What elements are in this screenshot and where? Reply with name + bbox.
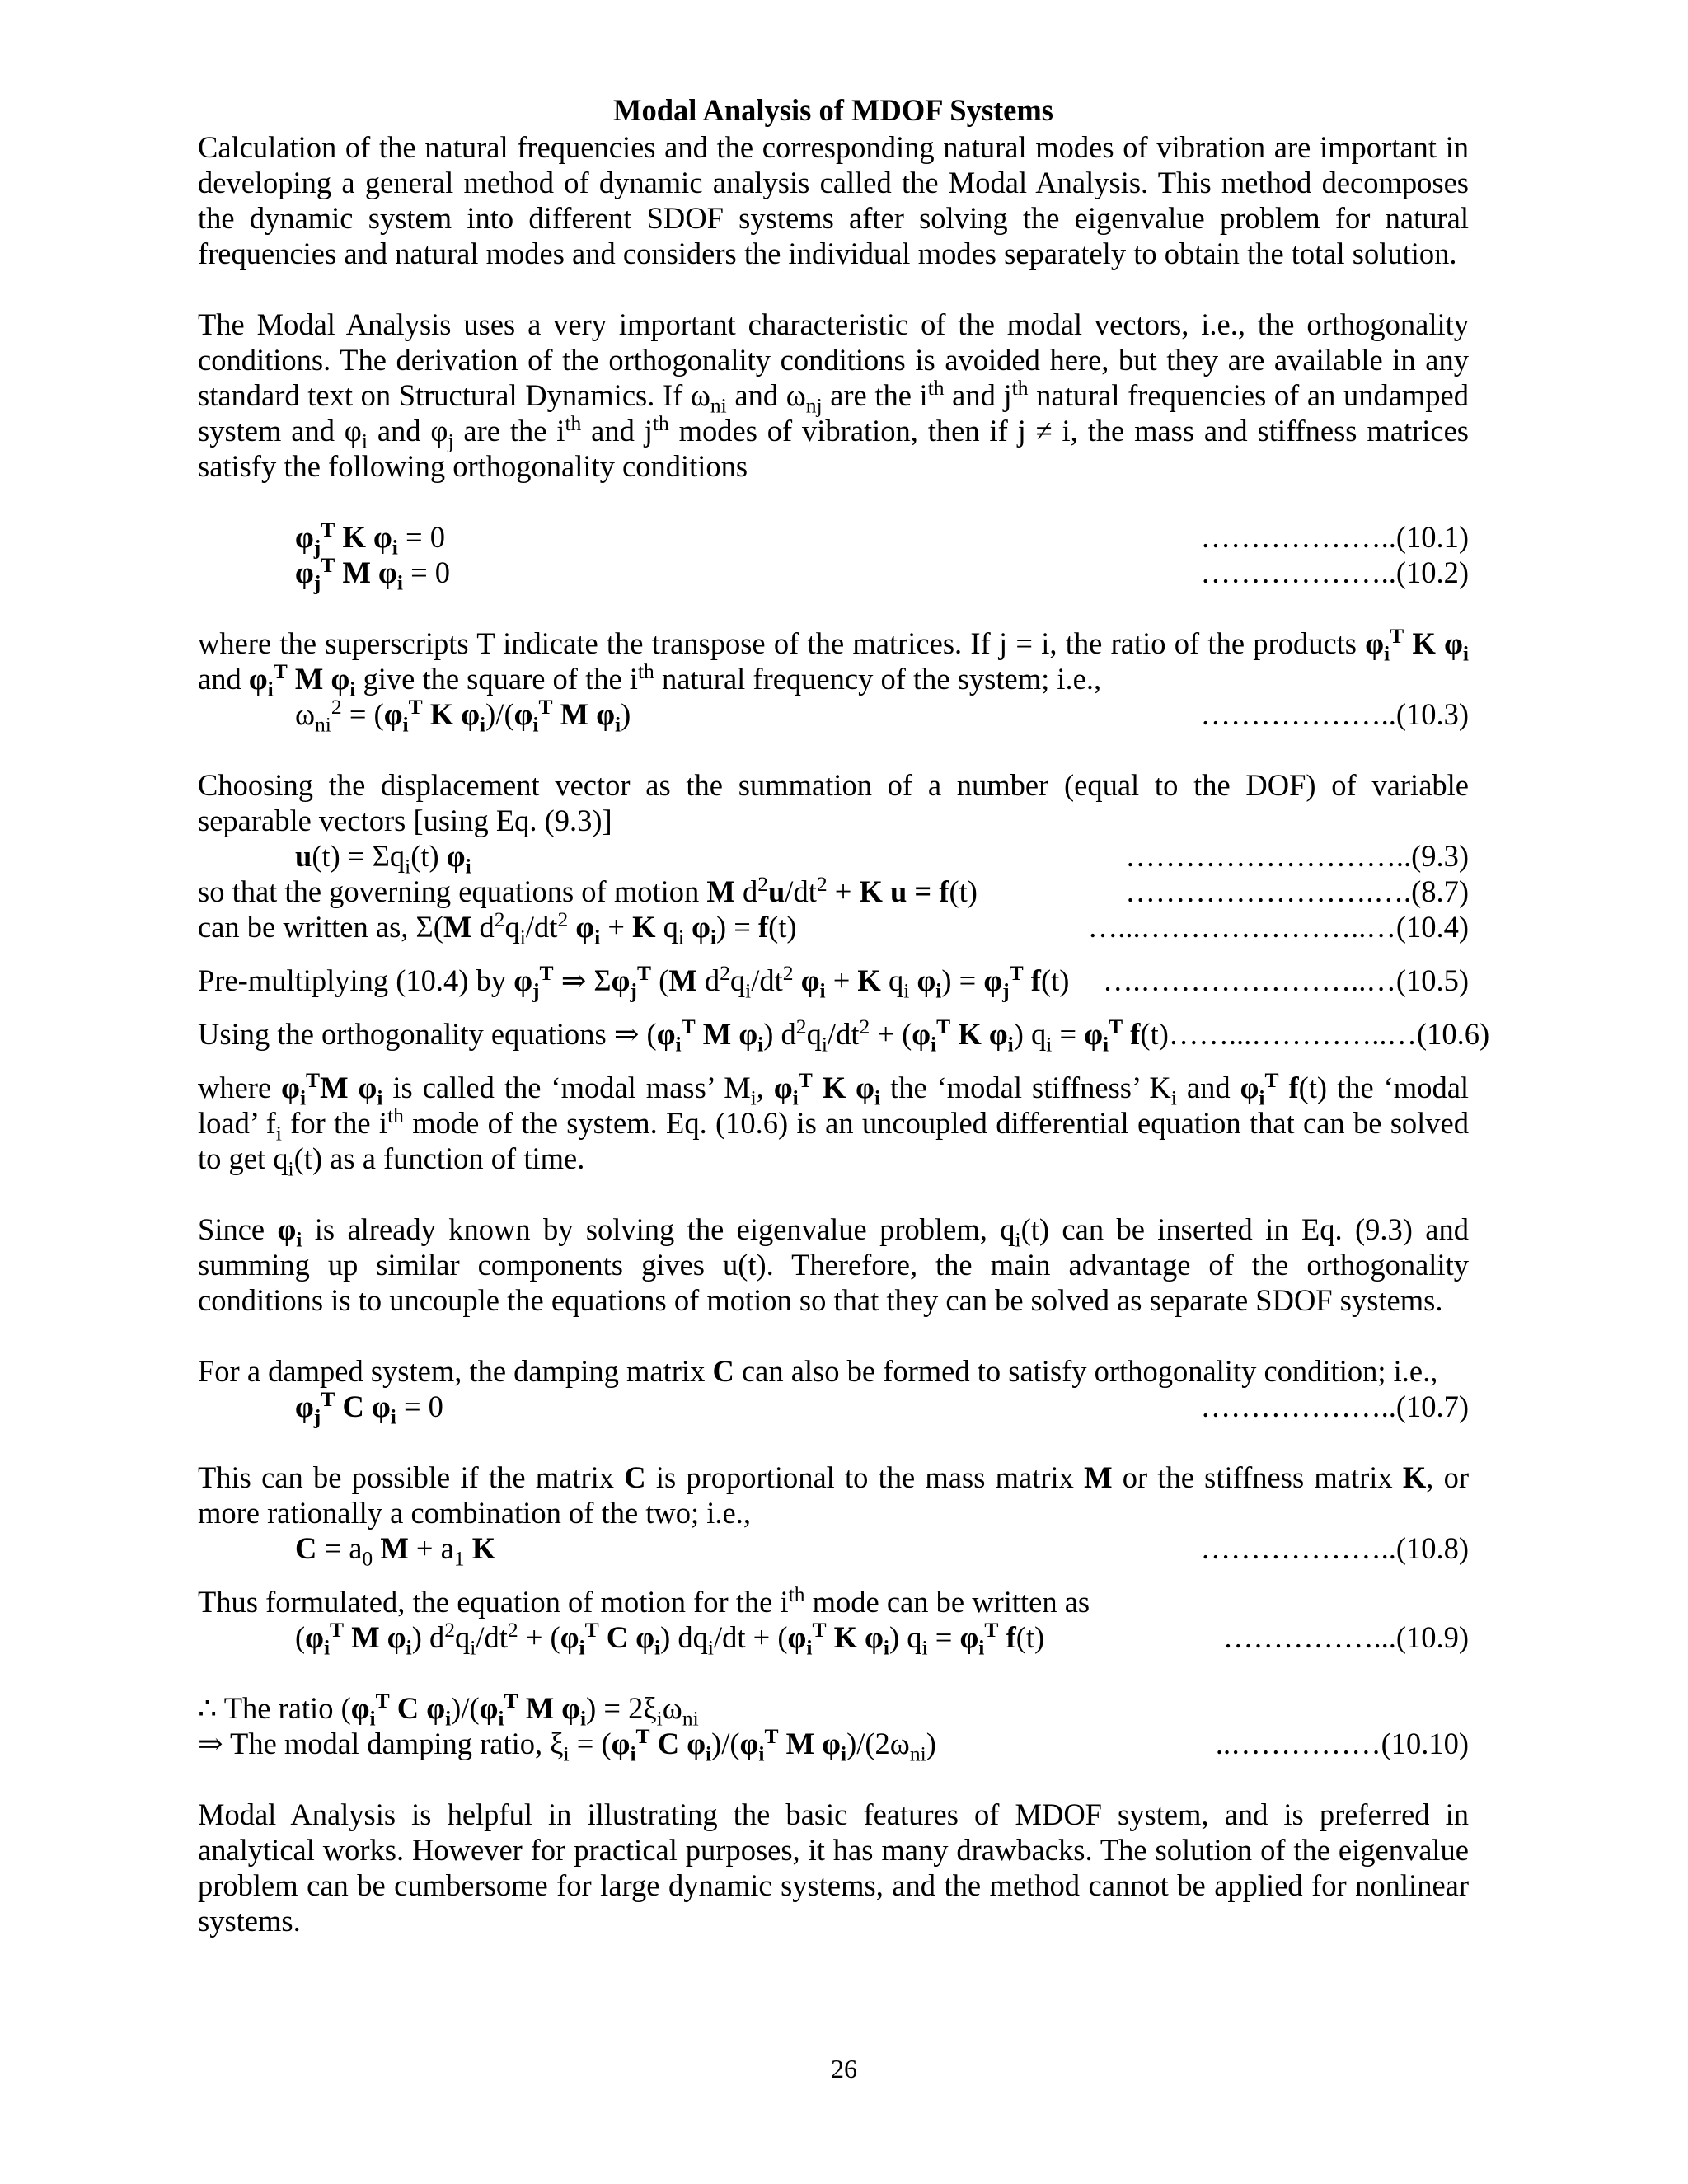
paragraph-proportional-damping: This can be possible if the matrix C is proportional to the mass matrix M or the stiffness matrix K, or more rationally a combination of the two; i.e., xyxy=(198,1460,1469,1530)
equation-10-6-expression: Using the orthogonality equations ⇒ ($\varphi_i^T$ M $\varphi_i$) $d^2q_i/dt^2 + (\varphi_i^T$ K $\varphi_i$) $q_i = \varphi_i^T$ f(t) xyxy=(198,1014,1169,1057)
equation-10-9 xyxy=(198,1617,1469,1660)
equation-8-7-number: …………………….….(8.7) xyxy=(1125,874,1469,908)
equation-9-3-expression: $u(t) = \Sigma q_i(t)$ $\varphi_i$ xyxy=(295,839,471,879)
equation-10-2-expression: $\varphi_j^T$ M $\varphi_i = 0$ xyxy=(295,552,451,595)
equation-10-6 xyxy=(198,1014,1490,1057)
paragraph-modal-mass: where $\varphi_i^TM$ $\varphi_i$ is called the ‘modal mass’ $M_i$, $\varphi_i^T$ K $\varphi_i$ the ‘modal stiffness’ $K_i$ and $\varphi_i^T$ f(t) the ‘modal load’ $f_i$ for the $i^{th}$ mode of the system. Eq. (10.6) is an uncoupled differential equation that can be solved to get $q_i(t)$ as a function of time. xyxy=(198,1067,1470,1181)
equation-10-3-number: ………………..(10.3) xyxy=(1200,697,1469,731)
equation-10-10-number: ..……………(10.10) xyxy=(1215,1727,1469,1760)
equation-10-6-number: ……...…………..…(10.6) xyxy=(1168,1017,1490,1051)
equation-10-9-expression: ($\varphi_i^T$ M $\varphi_i$) $d^2q_i/dt^2 + (\varphi_i^T$ C $\varphi_i$) $dq_i/dt + (\varphi_i^T$ K $\varphi_i$) $q_i = \varphi_i^T$ f(t) xyxy=(295,1617,1045,1660)
equation-10-8-expression: $C = a_0$ $M + a_1$ K xyxy=(295,1531,496,1571)
equation-10-9-number: ……………...(10.9) xyxy=(1222,1620,1469,1654)
equation-10-2-number: ………………..(10.2) xyxy=(1200,555,1469,589)
equation-10-10 xyxy=(198,1723,1469,1766)
paragraph-thus-formulated: Thus formulated, the equation of motion for the $i^{th}$ mode can be written as xyxy=(198,1582,1090,1619)
equation-10-7 xyxy=(198,1386,1469,1429)
equation-10-7-number: ………………..(10.7) xyxy=(1200,1390,1469,1423)
paragraph-displacement-vector: Choosing the displacement vector as the summation of a number (equal to the DOF) of variable separable vectors [using Eq. (9.3)] xyxy=(198,768,1469,837)
page-title: Modal Analysis of MDOF Systems xyxy=(613,93,1053,127)
equation-10-4 xyxy=(198,907,1469,949)
paragraph-intro: Calculation of the natural frequencies and the corresponding natural modes of vibration are important in developing a general method of dynamic analysis called the Modal Analysis. This method decomposes the dynamic system into different SDOF systems after solving the eigenvalue problem for natural frequencies and natural modes and considers the individual modes separately to obtain the total solution. xyxy=(198,130,1469,270)
equation-10-1-number: ………………..(10.1) xyxy=(1200,520,1469,554)
equation-10-1-expression: $\varphi_j^T$ K $\varphi_i = 0$ xyxy=(295,517,445,560)
document-page xyxy=(198,92,1490,1938)
equation-8-7 xyxy=(198,871,1469,909)
equation-9-3-number: ………………………..(9.3) xyxy=(1125,839,1469,873)
equation-10-1 xyxy=(198,517,1469,560)
equation-9-3 xyxy=(198,838,1469,879)
equation-10-5 xyxy=(198,960,1469,1003)
paragraph-damped-system: For a damped system, the damping matrix C can also be formed to satisfy orthogonality condition; i.e., xyxy=(198,1354,1438,1388)
equation-10-8 xyxy=(198,1530,1469,1571)
paragraph-orthogonality: The Modal Analysis uses a very important characteristic of the modal vectors, i.e., the orthogonality conditions. The derivation of the orthogonality conditions is avoided here, but they are available in any standard text on Structural Dynamics. If $\omega_{ni}$ and $\omega_{nj}$ are the $i^{th}$ and $j^{th}$ natural frequencies of an undamped system and $\varphi_i$ and $\varphi_j$ are the $i^{th}$ and $j^{th}$ modes of vibration, then if j ≠ i, the mass and stiffness matrices satisfy the following orthogonality conditions xyxy=(198,307,1469,483)
equation-10-3-expression: $\omega_{ni}^2 = (\varphi_i^T$ K $\varphi_i)/(\varphi_i^T$ M $\varphi_i$) xyxy=(295,694,631,737)
equation-10-2 xyxy=(198,552,1469,595)
equation-10-10-expression: ⇒ The modal damping ratio, $\xi_i = (\varphi_i^T$ C $\varphi_i)/(\varphi_i^T$ M $\varphi_i)/(2\omega_{ni})$ xyxy=(198,1723,936,1766)
equation-10-8-number: ………………..(10.8) xyxy=(1200,1531,1469,1565)
equation-10-4-expression: can be written as, Σ(M $d^2q_i/dt^2$ $\varphi_i + K$ $q_i$ $\varphi_i) = f(t)$ xyxy=(198,907,797,949)
paragraph-eigenvalue: Since $\varphi_i$ is already known by solving the eigenvalue problem, $q_i(t)$ can be inserted in Eq. (9.3) and summing up similar components gives u(t). Therefore, the main advantage of the orthogonality conditions is to uncouple the equations of motion so that they can be solved as separate SDOF systems. xyxy=(198,1212,1469,1317)
page-number: 26 xyxy=(831,2054,857,2083)
equation-10-7-expression: $\varphi_j^T$ C $\varphi_i = 0$ xyxy=(295,1386,443,1429)
equation-10-4-number: …...…………………..…(10.4) xyxy=(1087,910,1469,944)
equation-8-7-expression: so that the governing equations of motion M $d^2u/dt^2 + K$ u = f(t) xyxy=(198,871,978,908)
equation-10-5-number: ….…………………..…(10.5) xyxy=(1102,963,1469,997)
equation-10-5-expression: Pre-multiplying (10.4) by $\varphi_j^T$ ⇒ $\Sigma\varphi_j^T$ (M $d^2q_i/dt^2$ $\varphi_i + K$ $q_i$ $\varphi_i) = \varphi_j^T$ f(t) xyxy=(198,960,1070,1003)
paragraph-conclusion: Modal Analysis is helpful in illustrating the basic features of MDOF system, and is preferred in analytical works. However for practical purposes, it has many drawbacks. The solution of the eigenvalue problem can be cumbersome for large dynamic systems, and the method cannot be applied for nonlinear systems. xyxy=(198,1797,1469,1938)
ratio-line xyxy=(198,1688,1469,1731)
ratio-line-expression: ∴ The ratio ($\varphi_i^T$ C $\varphi_i)/(\varphi_i^T$ M $\varphi_i) = 2\xi_i\omega_{ni}$ xyxy=(198,1688,699,1731)
equation-10-3 xyxy=(198,694,1469,737)
paragraph-transpose: where the superscripts T indicate the transpose of the matrices. If j = i, the ratio of the products $\varphi_i^T$ K $\varphi_i$ and $\varphi_i^T$ M $\varphi_i$ give the square of the $i^{th}$ natural frequency of the system; i.e., xyxy=(198,623,1470,701)
